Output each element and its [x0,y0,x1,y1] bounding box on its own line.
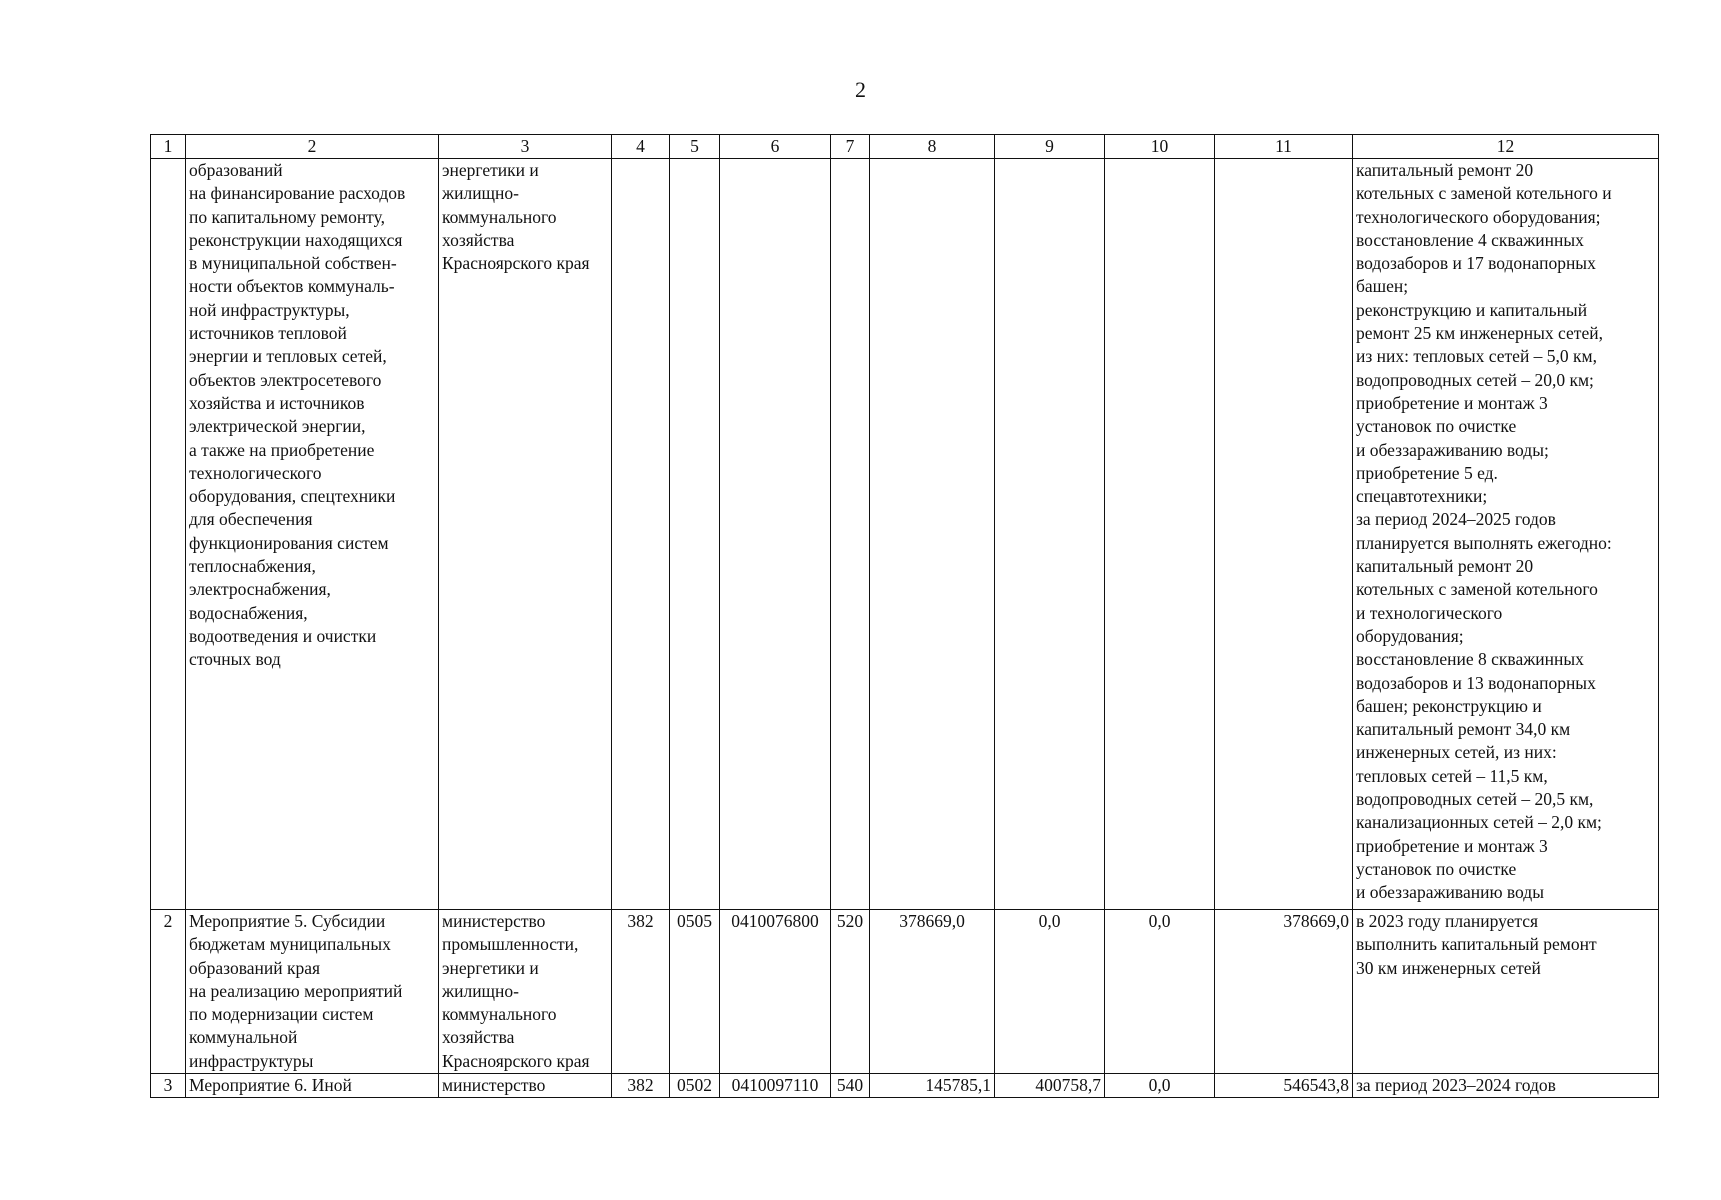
column-header: 9 [995,135,1105,159]
code-target-cell: 0410097110 [720,1074,831,1098]
code-target-cell: 0410076800 [720,910,831,1074]
amount-col9-cell: 400758,7 [995,1074,1105,1098]
column-header: 6 [720,135,831,159]
table-row [151,1074,1659,1098]
code-section-cell: 0505 [670,910,720,1074]
amount-col10-cell: 0,0 [1105,1074,1215,1098]
code-section-cell [670,159,720,910]
column-header: 3 [439,135,612,159]
expected-result-cell: капитальный ремонт 20 котельных с заменой котельного и технологического оборудования; восстановление 4 скважинных водозаборов и 17 водонапорных башен; реконструкцию и капитальный ремонт 25 км инженерных сетей, из них: тепловых сетей – 5,0 км, водопроводных сетей – 20,0 км; приобретение и монтаж 3 установок по очистке и обеззараживанию воды; приобретение 5 ед. спецавтотехники; за период 2024–2025 годов планируется выполнять ежегодно: капитальный ремонт 20 котельных с заменой котельного и технологического оборудования; восстановление 8 скважинных водозаборов и 13 водонапорных башен; реконструкцию и капитальный ремонт 34,0 км инженерных сетей, из них: тепловых сетей – 11,5 км, водопроводных сетей – 20,5 км, канализационных сетей – 2,0 км; приобретение и монтаж 3 установок по очистке и обеззараживанию воды [1353,159,1659,910]
column-header: 11 [1215,135,1353,159]
column-number-row [151,135,1659,159]
code-expense-type-cell [831,159,870,910]
column-header: 12 [1353,135,1659,159]
executor-cell: министерство промышленности, энергетики и жилищно- коммунального хозяйства Красноярского края [439,910,612,1074]
column-header: 1 [151,135,186,159]
description-cell: образований на финансирование расходов по капитальному ремонту, реконструкции находящихся в муниципальной собствен- ности объектов коммуналь- ной инфраструктуры, источников тепловой энергии и тепловых сетей, объектов электросетевого хозяйства и источников электрической энергии, а также на приобретение технологического оборудования, спецтехники для обеспечения функционирования систем теплоснабжения, электроснабжения, водоснабжения, водоотведения и очистки сточных вод [186,159,439,910]
code-grbs-cell: 382 [612,910,670,1074]
column-header: 10 [1105,135,1215,159]
row-number-cell: 3 [151,1074,186,1098]
amount-col10-cell [1105,159,1215,910]
amount-total-cell: 546543,8 [1215,1074,1353,1098]
expected-result-cell: в 2023 году планируется выполнить капитальный ремонт 30 км инженерных сетей [1353,910,1659,1074]
column-header: 7 [831,135,870,159]
code-target-cell [720,159,831,910]
column-header: 8 [870,135,995,159]
amount-total-cell [1215,159,1353,910]
description-cell: Мероприятие 6. Иной [186,1074,439,1098]
code-grbs-cell [612,159,670,910]
row-number-cell [151,159,186,910]
column-header: 5 [670,135,720,159]
description-cell: Мероприятие 5. Субсидии бюджетам муниципальных образований края на реализацию мероприятий по модернизации систем коммунальной инфраструктуры [186,910,439,1074]
program-table [150,134,1659,1098]
code-expense-type-cell: 520 [831,910,870,1074]
executor-cell: энергетики и жилищно- коммунального хозяйства Красноярского края [439,159,612,910]
amount-col8-cell [870,159,995,910]
table-row [151,910,1659,1074]
column-header: 2 [186,135,439,159]
page-number: 2 [855,77,866,102]
code-section-cell: 0502 [670,1074,720,1098]
amount-col9-cell: 0,0 [995,910,1105,1074]
code-grbs-cell: 382 [612,1074,670,1098]
code-expense-type-cell: 540 [831,1074,870,1098]
executor-cell: министерство [439,1074,612,1098]
amount-total-cell: 378669,0 [1215,910,1353,1074]
table-row [151,159,1659,910]
amount-col9-cell [995,159,1105,910]
amount-col8-cell: 145785,1 [870,1074,995,1098]
amount-col10-cell: 0,0 [1105,910,1215,1074]
amount-col8-cell: 378669,0 [870,910,995,1074]
expected-result-cell: за период 2023–2024 годов [1353,1074,1659,1098]
row-number-cell: 2 [151,910,186,1074]
column-header: 4 [612,135,670,159]
